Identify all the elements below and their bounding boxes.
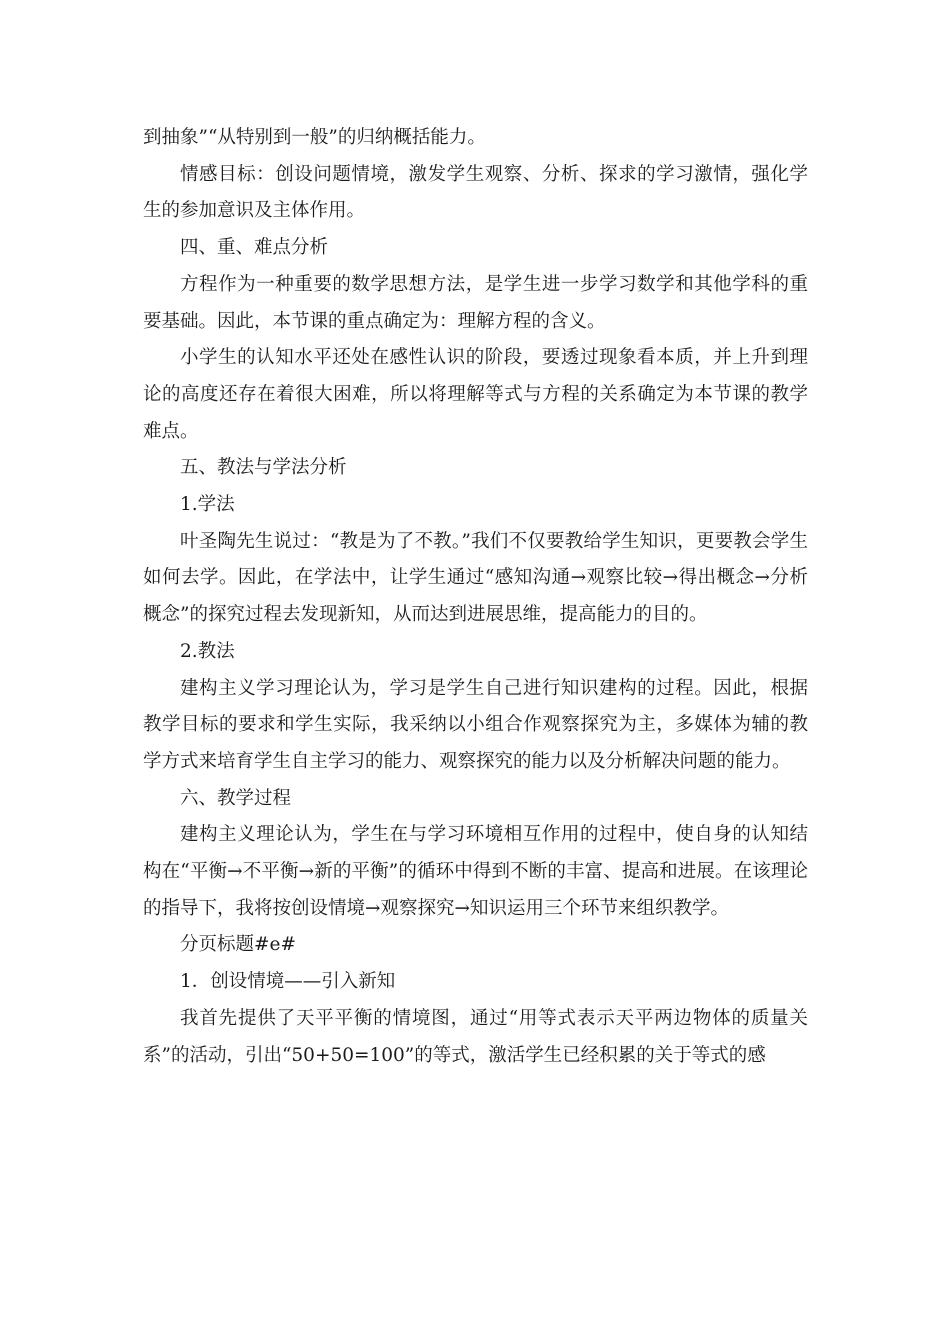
paragraph-continuation: 到抽象”“从特别到一般”的归纳概括能力。 (143, 127, 486, 148)
page-break-marker: 分页标题#e# (180, 934, 296, 956)
subheading-learning-method: 1.学法 (180, 494, 235, 516)
paragraph-teaching-method: 建构主义学习理论认为，学习是学生自己进行知识建构的过程。因此，根据教学目标的要求和学生实际，我采纳以小组合作观察探究为主，多媒体为辅的教学方式来培育学生自主学习的能力、观察探究的能力以及分析解决问题的能力。 (143, 677, 808, 772)
subheading-teaching-method: 2.教法 (180, 640, 235, 662)
document-body (143, 120, 808, 1074)
section-heading-key-difficult-points: 四、重、难点分析 (180, 237, 329, 259)
subheading-create-situation: 1．创设情境——引入新知 (180, 971, 396, 993)
section-heading-teaching-process: 六、教学过程 (180, 787, 292, 809)
paragraph-affective-goal: 情感目标：创设问题情境，激发学生观察、分析、探求的学习激情，强化学生的参加意识及主体作用。 (143, 163, 808, 222)
paragraph-learning-method: 叶圣陶先生说过：“教是为了不教。”我们不仅要教给学生知识，更要教会学生如何去学。因此，在学法中，让学生通过“感知沟通→观察比较→得出概念→分析概念”的探究过程去发现新知，从而达到进展思维，提高能力的目的。 (143, 530, 808, 626)
paragraph-difficult-point: 小学生的认知水平还处在感性认识的阶段，要透过现象看本质，并上升到理论的高度还存在着很大困难，所以将理解等式与方程的关系确定为本节课的教学难点。 (143, 347, 808, 442)
paragraph-create-situation: 我首先提供了天平平衡的情境图，通过“用等式表示天平两边物体的质量关系”的活动，引出“50+50=100”的等式，激活学生已经积累的关于等式的感 (143, 1007, 808, 1066)
paragraph-teaching-process: 建构主义理论认为，学生在与学习环境相互作用的过程中，使自身的认知结构在“平衡→不平衡→新的平衡”的循环中得到不断的丰富、提高和进展。在该理论的指导下，我将按创设情境→观察探究→知识运用三个环节来组织教学。 (143, 824, 808, 919)
section-heading-methods: 五、教法与学法分析 (180, 457, 347, 479)
paragraph-key-point: 方程作为一种重要的数学思想方法，是学生进一步学习数学和其他学科的重要基础。因此，本节课的重点确定为：理解方程的含义。 (143, 273, 808, 332)
